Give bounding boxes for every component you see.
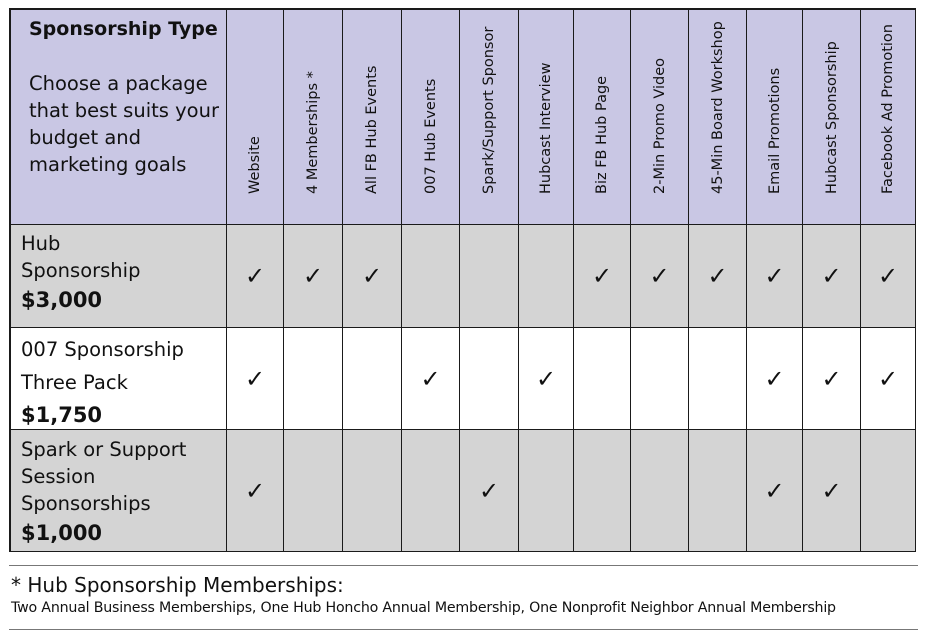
footnote-body: Two Annual Business Memberships, One Hub Honcho Annual Membership, One Nonprofit Neighbor Annual Membership [11,600,836,616]
matrix-cell [284,225,343,328]
column-header-label: Spark/Support Sponsor [481,26,497,194]
checkmark-icon: ✓ [535,364,557,393]
matrix-cell [460,225,519,328]
row-name-line: Spark or Support [21,438,187,461]
column-header-label: Hubcast Sponsorship [823,41,840,194]
row-price: $1,750 [21,403,103,427]
checkmark-icon: ✓ [244,262,266,290]
matrix-cell [227,328,284,430]
row-name-line: Session [21,465,96,488]
matrix-cell [861,225,916,328]
checkmark-icon: ✓ [877,364,899,393]
column-header [747,10,803,225]
matrix-cell [574,430,631,552]
column-header [631,10,689,225]
checkmark-icon: ✓ [478,476,500,505]
row-header [11,328,227,430]
matrix-cell [402,328,460,430]
sponsorship-table [9,8,916,552]
column-header-label: 2-Min Promo Video [651,57,668,194]
header-corner [11,10,227,225]
row-name-line: Sponsorships [21,492,151,515]
column-header [343,10,402,225]
matrix-cell [460,430,519,552]
checkmark-icon: ✓ [821,364,842,393]
matrix-cell [747,328,803,430]
matrix-cell [402,430,460,552]
column-header-label: Email Promotions [766,67,783,194]
checkmark-icon: ✓ [649,262,670,290]
checkmark-icon: ✓ [821,262,842,290]
matrix-cell [689,430,747,552]
column-header-label: 45-Min Board Workshop [709,21,726,194]
matrix-cell [574,225,631,328]
matrix-cell [861,328,916,430]
column-header-label: Hubcast Interview [538,62,554,194]
column-header-label: All FB Hub Events [364,65,380,194]
checkmark-icon: ✓ [764,364,785,393]
matrix-cell [574,328,631,430]
matrix-cell [402,225,460,328]
column-header [803,10,861,225]
column-header [402,10,460,225]
row-name-line: 007 Sponsorship [21,338,184,361]
footnote-title: * Hub Sponsorship Memberships: [11,573,344,597]
column-header [861,10,916,225]
checkmark-icon: ✓ [244,476,266,505]
column-header [460,10,519,225]
column-header-label: Facebook Ad Promotion [880,24,896,194]
matrix-cell [861,430,916,552]
matrix-cell [460,328,519,430]
column-header [574,10,631,225]
matrix-cell [803,225,861,328]
column-header [227,10,284,225]
matrix-cell [689,328,747,430]
row-name-line: Hub [21,232,61,255]
column-header-label: Biz FB Hub Page [594,75,610,194]
column-header [689,10,747,225]
header-title: Sponsorship Type [29,18,218,40]
matrix-cell [747,225,803,328]
matrix-cell [519,430,574,552]
matrix-cell [631,225,689,328]
top-divider [9,565,918,566]
row-price: $1,000 [21,521,103,545]
matrix-cell [227,225,284,328]
checkmark-icon: ✓ [591,262,613,290]
row-name-line: Sponsorship [21,259,141,282]
checkmark-icon: ✓ [361,262,383,290]
row-price: $3,000 [21,288,103,312]
column-header [519,10,574,225]
checkmark-icon: ✓ [764,262,785,290]
matrix-cell [343,430,402,552]
header-subtitle: Choose a package that best suits your budget and marketing goals [29,72,219,176]
checkmark-icon: ✓ [764,476,785,505]
matrix-cell [343,225,402,328]
checkmark-icon: ✓ [821,476,842,505]
bottom-divider [9,629,918,630]
checkmark-icon: ✓ [877,262,899,290]
matrix-cell [747,430,803,552]
matrix-cell [803,430,861,552]
row-name-line: Three Pack [21,371,128,394]
matrix-cell [803,328,861,430]
column-header-label: 007 Hub Events [422,78,439,194]
column-header-label: Website [247,136,263,194]
checkmark-icon: ✓ [244,364,266,393]
matrix-cell [343,328,402,430]
checkmark-icon: ✓ [707,262,728,290]
matrix-cell [631,430,689,552]
column-header [284,10,343,225]
matrix-cell [284,328,343,430]
matrix-cell [519,225,574,328]
matrix-cell [284,430,343,552]
row-header [11,430,227,552]
matrix-cell [689,225,747,328]
checkmark-icon: ✓ [302,262,324,290]
matrix-cell [519,328,574,430]
column-header-label: 4 Memberships * [305,71,321,194]
checkmark-icon: ✓ [420,364,441,393]
row-header [11,225,227,328]
matrix-cell [631,328,689,430]
matrix-cell [227,430,284,552]
